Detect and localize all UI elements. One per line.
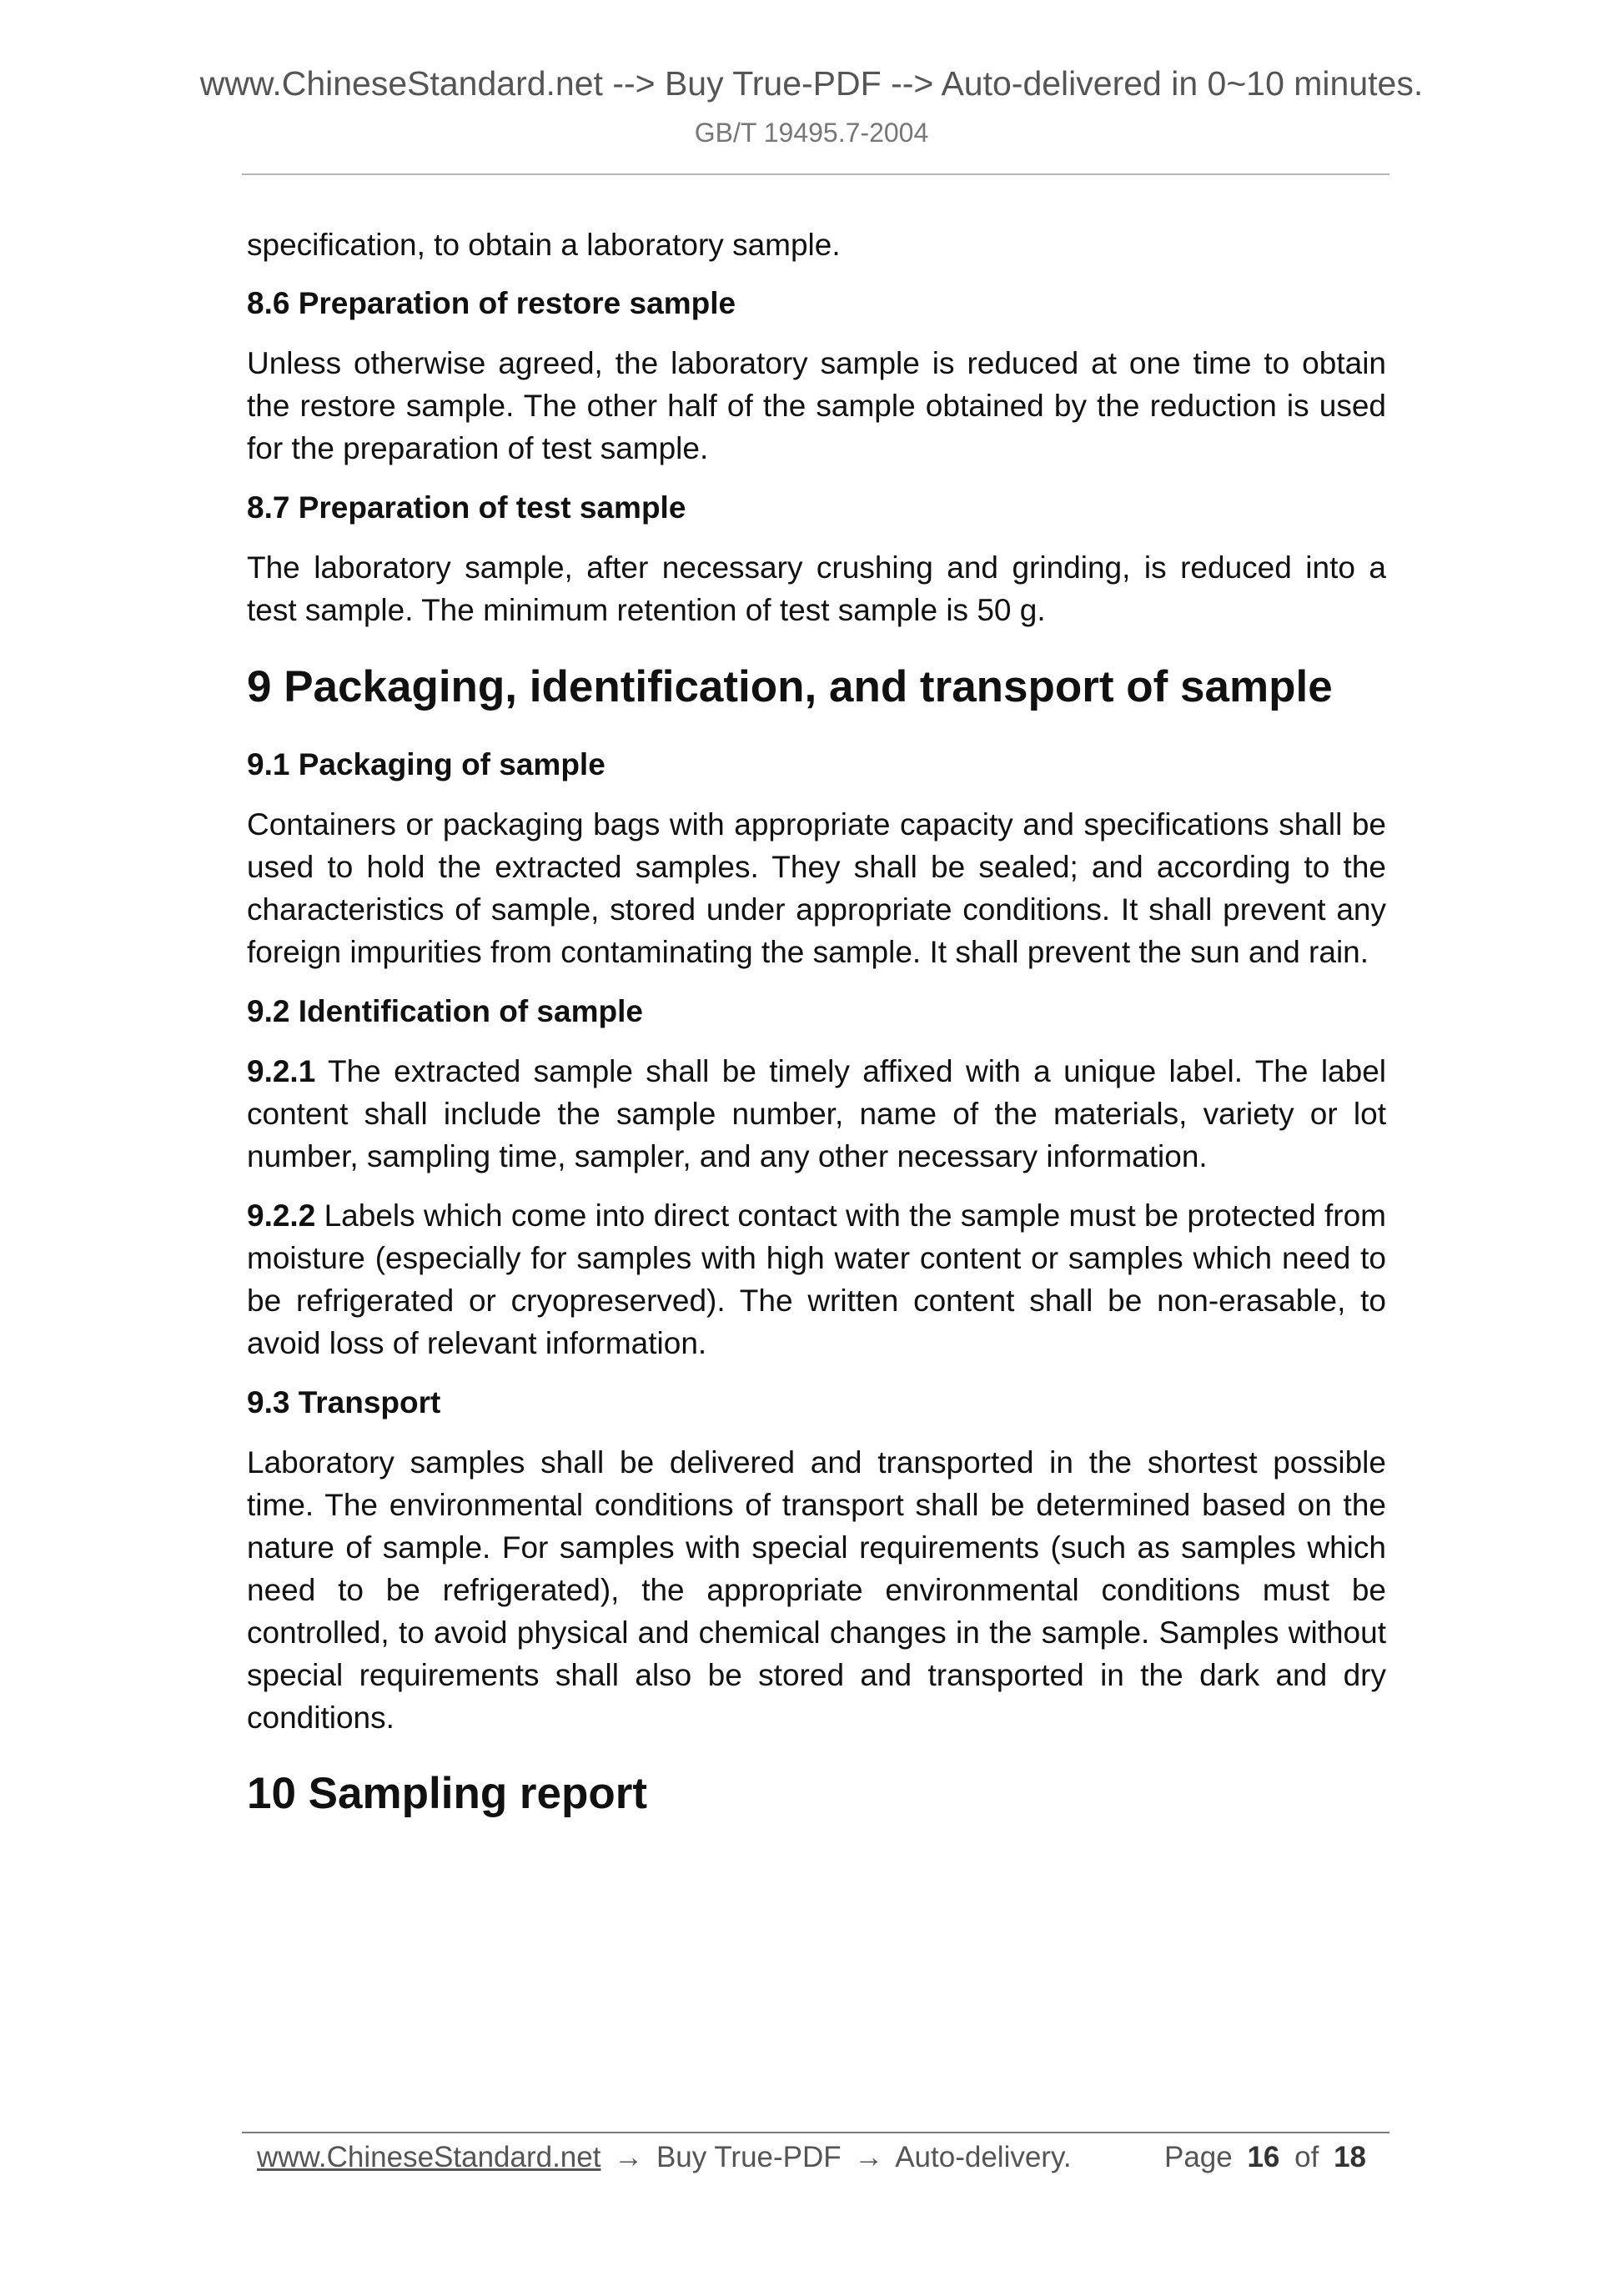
footer-divider <box>242 2132 1389 2133</box>
clause-text: Labels which come into direct contact with the sample must be protected from moisture (especially for samples with high water content or samples which need to be refrigerated or cryopreserved). The written content shall be non-erasable, to avoid loss of relevant information. <box>247 1198 1386 1360</box>
section-heading-9-3: 9.3 Transport <box>247 1385 441 1419</box>
clause-9-2-1 <box>247 1050 1386 1178</box>
clause-number: 9.2.1 <box>247 1054 316 1088</box>
section-text-8-6: Unless otherwise agreed, the laboratory sample is reduced at one time to obtain the restore sample. The other half of the sample obtained by the reduction is used for the preparation of test sample. <box>247 346 1386 465</box>
section-text-8-7: The laboratory sample, after necessary crushing and grinding, is reduced into a test sample. The minimum retention of test sample is 50 g. <box>247 550 1386 627</box>
section-heading-9-1: 9.1 Packaging of sample <box>247 747 605 781</box>
continuation-paragraph: specification, to obtain a laboratory sample. <box>247 228 841 262</box>
document-code: GB/T 19495.7-2004 <box>694 118 929 148</box>
clause-9-2-2 <box>247 1194 1386 1364</box>
page-indicator <box>1164 2137 1373 2178</box>
page-total: 18 <box>1334 2141 1366 2173</box>
section-heading-9-2: 9.2 Identification of sample <box>247 994 643 1028</box>
page-label: Page <box>1163 2141 1233 2173</box>
section-heading-8-6: 8.6 Preparation of restore sample <box>247 286 736 320</box>
arrow-right-icon: → <box>854 2141 884 2173</box>
page-footer <box>257 2137 1383 2178</box>
section-text-9-3: Laboratory samples shall be delivered and transported in the shortest possible time. The environmental conditions of transport shall be determined based on the nature of sample. For samples with special requirements (such as samples which need to be refrigerated), the appropriate environmental conditions must be controlled, to avoid physical and chemical changes in the sample. Samples without special requirements shall also be stored and transported in the dark and dry conditions. <box>247 1445 1386 1735</box>
chapter-heading-10: 10 Sampling report <box>247 1769 648 1818</box>
clause-text: The extracted sample shall be timely affixed with a unique label. The label content shall include the sample number, name of the materials, variety or lot number, sampling time, sampler, and any other necessary information. <box>247 1054 1386 1173</box>
header-banner: www.ChineseStandard.net --> Buy True-PDF --> Auto-delivered in 0~10 minutes. <box>199 64 1424 103</box>
footer-site-link[interactable]: www.ChineseStandard.net <box>257 2141 601 2173</box>
section-text-9-1: Containers or packaging bags with appropriate capacity and specifications shall be used to hold the extracted samples. They shall be sealed; and according to the characteristics of sample, stored under appropriate conditions. It shall prevent any foreign impurities from contaminating the sample. It shall prevent the sun and rain. <box>247 807 1386 969</box>
header-divider <box>242 173 1389 175</box>
footer-delivery-text: Auto-delivery. <box>895 2141 1072 2173</box>
page-of-label: of <box>1294 2141 1319 2173</box>
clause-number: 9.2.2 <box>247 1198 316 1233</box>
arrow-right-icon: → <box>614 2141 644 2173</box>
page-current: 16 <box>1247 2141 1280 2173</box>
chapter-heading-9: 9 Packaging, identification, and transport of sample <box>247 662 1333 711</box>
section-heading-8-7: 8.7 Preparation of test sample <box>247 490 686 525</box>
page-content <box>247 224 1386 1821</box>
footer-buy-text: Buy True-PDF <box>656 2141 842 2173</box>
